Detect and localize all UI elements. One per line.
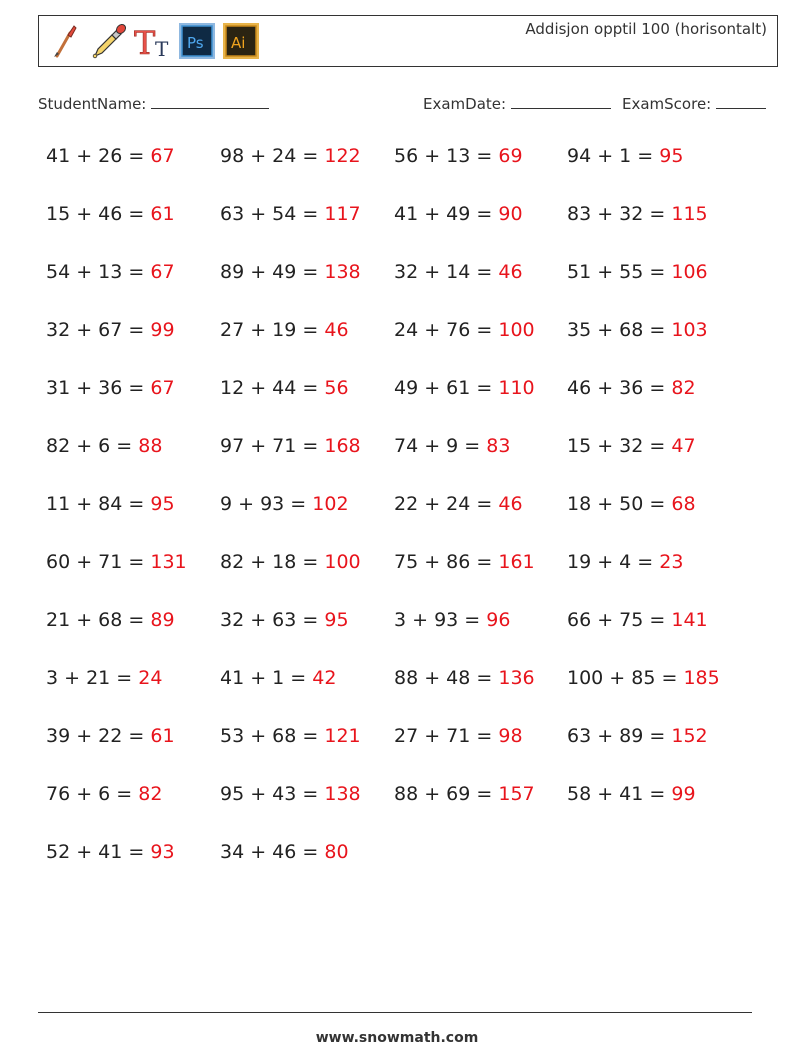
- problem-expression: 88 + 69 =: [394, 783, 499, 805]
- problem-item: [567, 493, 696, 515]
- problem-item: [394, 377, 535, 399]
- problem-answer: 136: [498, 667, 535, 689]
- problem-item: [46, 203, 175, 225]
- problem-expression: 24 + 76 =: [394, 319, 499, 341]
- student-name-line[interactable]: [151, 94, 269, 109]
- problem-answer: 67: [150, 261, 175, 283]
- problem-expression: 51 + 55 =: [567, 261, 672, 283]
- problem-expression: 41 + 1 =: [220, 667, 313, 689]
- problem-item: [220, 783, 361, 805]
- problem-expression: 75 + 86 =: [394, 551, 499, 573]
- problem-expression: 9 + 93 =: [220, 493, 313, 515]
- problem-expression: 22 + 24 =: [394, 493, 499, 515]
- problem-item: [394, 493, 523, 515]
- problem-expression: 74 + 9 =: [394, 435, 487, 457]
- problem-answer: 138: [324, 261, 361, 283]
- problem-item: [567, 783, 696, 805]
- problem-answer: 56: [324, 377, 349, 399]
- problem-expression: 39 + 22 =: [46, 725, 151, 747]
- problem-answer: 47: [671, 435, 696, 457]
- problem-expression: 35 + 68 =: [567, 319, 672, 341]
- problem-answer: 117: [324, 203, 361, 225]
- problem-item: [46, 725, 175, 747]
- student-name-label: StudentName:: [38, 95, 147, 113]
- problem-answer: 69: [498, 145, 523, 167]
- problem-item: [567, 261, 708, 283]
- problem-expression: 100 + 85 =: [567, 667, 684, 689]
- problem-expression: 88 + 48 =: [394, 667, 499, 689]
- problem-answer: 141: [671, 609, 708, 631]
- problem-answer: 46: [498, 493, 523, 515]
- problem-expression: 56 + 13 =: [394, 145, 499, 167]
- problem-expression: 82 + 18 =: [220, 551, 325, 573]
- problem-item: [394, 609, 510, 631]
- problem-item: [220, 319, 349, 341]
- problem-item: [220, 667, 336, 689]
- eyedropper-icon: [89, 21, 129, 61]
- problem-answer: 102: [312, 493, 349, 515]
- problem-item: [567, 725, 708, 747]
- problem-answer: 152: [671, 725, 708, 747]
- problem-expression: 19 + 4 =: [567, 551, 660, 573]
- problem-answer: 90: [498, 203, 523, 225]
- problem-item: [220, 609, 349, 631]
- problem-item: [220, 261, 361, 283]
- worksheet-header: [38, 15, 778, 67]
- problem-expression: 46 + 36 =: [567, 377, 672, 399]
- problem-expression: 76 + 6 =: [46, 783, 139, 805]
- problem-answer: 100: [324, 551, 361, 573]
- problem-item: [46, 261, 175, 283]
- exam-date-line[interactable]: [511, 94, 611, 109]
- problem-expression: 34 + 46 =: [220, 841, 325, 863]
- problem-expression: 97 + 71 =: [220, 435, 325, 457]
- svg-text:Ps: Ps: [187, 34, 204, 52]
- problem-answer: 131: [150, 551, 187, 573]
- problem-answer: 67: [150, 377, 175, 399]
- problem-item: [567, 203, 708, 225]
- problem-answer: 96: [486, 609, 511, 631]
- problem-item: [394, 261, 523, 283]
- problem-expression: 53 + 68 =: [220, 725, 325, 747]
- problem-answer: 98: [498, 725, 523, 747]
- problem-item: [394, 725, 523, 747]
- problem-answer: 68: [671, 493, 696, 515]
- problem-expression: 21 + 68 =: [46, 609, 151, 631]
- problem-answer: 89: [150, 609, 175, 631]
- exam-date-field[interactable]: [423, 94, 611, 113]
- problem-answer: 88: [138, 435, 163, 457]
- problem-answer: 42: [312, 667, 337, 689]
- problem-item: [46, 841, 175, 863]
- problem-answer: 99: [671, 783, 696, 805]
- problem-item: [220, 145, 361, 167]
- problem-answer: 100: [498, 319, 535, 341]
- problem-item: [394, 145, 523, 167]
- problem-expression: 32 + 14 =: [394, 261, 499, 283]
- problem-answer: 67: [150, 145, 175, 167]
- problem-item: [220, 551, 361, 573]
- problem-item: [220, 377, 349, 399]
- problem-item: [394, 667, 535, 689]
- problem-item: [567, 551, 683, 573]
- problem-expression: 83 + 32 =: [567, 203, 672, 225]
- problem-item: [46, 377, 175, 399]
- problem-expression: 15 + 46 =: [46, 203, 151, 225]
- problem-expression: 66 + 75 =: [567, 609, 672, 631]
- problem-item: [220, 493, 349, 515]
- problem-expression: 41 + 49 =: [394, 203, 499, 225]
- problem-expression: 11 + 84 =: [46, 493, 151, 515]
- problem-answer: 82: [671, 377, 696, 399]
- student-name-field[interactable]: [38, 94, 269, 113]
- problem-expression: 98 + 24 =: [220, 145, 325, 167]
- problem-expression: 12 + 44 =: [220, 377, 325, 399]
- problem-expression: 95 + 43 =: [220, 783, 325, 805]
- problem-answer: 122: [324, 145, 361, 167]
- svg-text:T: T: [134, 24, 156, 59]
- problem-answer: 103: [671, 319, 708, 341]
- svg-text:T: T: [155, 37, 169, 59]
- problem-answer: 61: [150, 725, 175, 747]
- problem-answer: 80: [324, 841, 349, 863]
- problem-item: [394, 435, 510, 457]
- problem-answer: 23: [659, 551, 684, 573]
- problem-answer: 61: [150, 203, 175, 225]
- problem-item: [567, 609, 708, 631]
- problem-expression: 82 + 6 =: [46, 435, 139, 457]
- icon-strip: [45, 21, 261, 61]
- paintbrush-icon: [45, 21, 85, 61]
- problem-answer: 110: [498, 377, 535, 399]
- problem-expression: 3 + 21 =: [46, 667, 139, 689]
- problem-item: [394, 783, 535, 805]
- problem-item: [567, 667, 720, 689]
- problem-item: [46, 609, 175, 631]
- problem-answer: 93: [150, 841, 175, 863]
- problem-item: [46, 667, 162, 689]
- worksheet-title: Addisjon opptil 100 (horisontalt): [525, 20, 767, 38]
- exam-score-line[interactable]: [716, 94, 766, 109]
- problem-expression: 32 + 67 =: [46, 319, 151, 341]
- problem-expression: 58 + 41 =: [567, 783, 672, 805]
- problem-expression: 60 + 71 =: [46, 551, 151, 573]
- problem-item: [46, 551, 187, 573]
- problem-answer: 168: [324, 435, 361, 457]
- problem-item: [46, 145, 175, 167]
- problem-answer: 83: [486, 435, 511, 457]
- problem-answer: 95: [659, 145, 684, 167]
- problem-answer: 161: [498, 551, 535, 573]
- footer-divider: [38, 1012, 752, 1013]
- problem-answer: 138: [324, 783, 361, 805]
- problem-item: [567, 377, 696, 399]
- exam-score-field[interactable]: [622, 94, 766, 113]
- problem-answer: 106: [671, 261, 708, 283]
- problem-answer: 157: [498, 783, 535, 805]
- problem-item: [46, 435, 162, 457]
- problem-expression: 52 + 41 =: [46, 841, 151, 863]
- problem-expression: 94 + 1 =: [567, 145, 660, 167]
- problem-expression: 89 + 49 =: [220, 261, 325, 283]
- problem-item: [567, 145, 683, 167]
- problem-expression: 54 + 13 =: [46, 261, 151, 283]
- problem-item: [567, 435, 696, 457]
- exam-score-label: ExamScore:: [622, 95, 712, 113]
- problem-expression: 27 + 19 =: [220, 319, 325, 341]
- problem-answer: 115: [671, 203, 708, 225]
- problem-expression: 27 + 71 =: [394, 725, 499, 747]
- problem-item: [394, 551, 535, 573]
- problem-answer: 24: [138, 667, 163, 689]
- problem-expression: 41 + 26 =: [46, 145, 151, 167]
- exam-date-label: ExamDate:: [423, 95, 507, 113]
- problem-item: [567, 319, 708, 341]
- photoshop-icon: [177, 21, 217, 61]
- problem-answer: 95: [324, 609, 349, 631]
- problem-item: [46, 783, 162, 805]
- problem-item: [394, 203, 523, 225]
- problem-expression: 15 + 32 =: [567, 435, 672, 457]
- problem-item: [394, 319, 535, 341]
- problem-expression: 63 + 54 =: [220, 203, 325, 225]
- problem-expression: 49 + 61 =: [394, 377, 499, 399]
- problem-expression: 18 + 50 =: [567, 493, 672, 515]
- problem-expression: 32 + 63 =: [220, 609, 325, 631]
- problem-answer: 82: [138, 783, 163, 805]
- problem-item: [220, 435, 361, 457]
- problem-expression: 31 + 36 =: [46, 377, 151, 399]
- problem-answer: 99: [150, 319, 175, 341]
- problem-answer: 185: [683, 667, 720, 689]
- problem-answer: 46: [498, 261, 523, 283]
- problem-answer: 95: [150, 493, 175, 515]
- problem-item: [46, 493, 175, 515]
- problem-expression: 63 + 89 =: [567, 725, 672, 747]
- svg-text:Ai: Ai: [231, 34, 246, 52]
- problem-item: [46, 319, 175, 341]
- problem-item: [220, 725, 361, 747]
- illustrator-icon: [221, 21, 261, 61]
- text-tool-icon: [133, 21, 173, 61]
- problem-expression: 3 + 93 =: [394, 609, 487, 631]
- problem-answer: 121: [324, 725, 361, 747]
- problem-item: [220, 841, 349, 863]
- problem-answer: 46: [324, 319, 349, 341]
- footer-url: www.snowmath.com: [315, 1030, 479, 1046]
- problem-item: [220, 203, 361, 225]
